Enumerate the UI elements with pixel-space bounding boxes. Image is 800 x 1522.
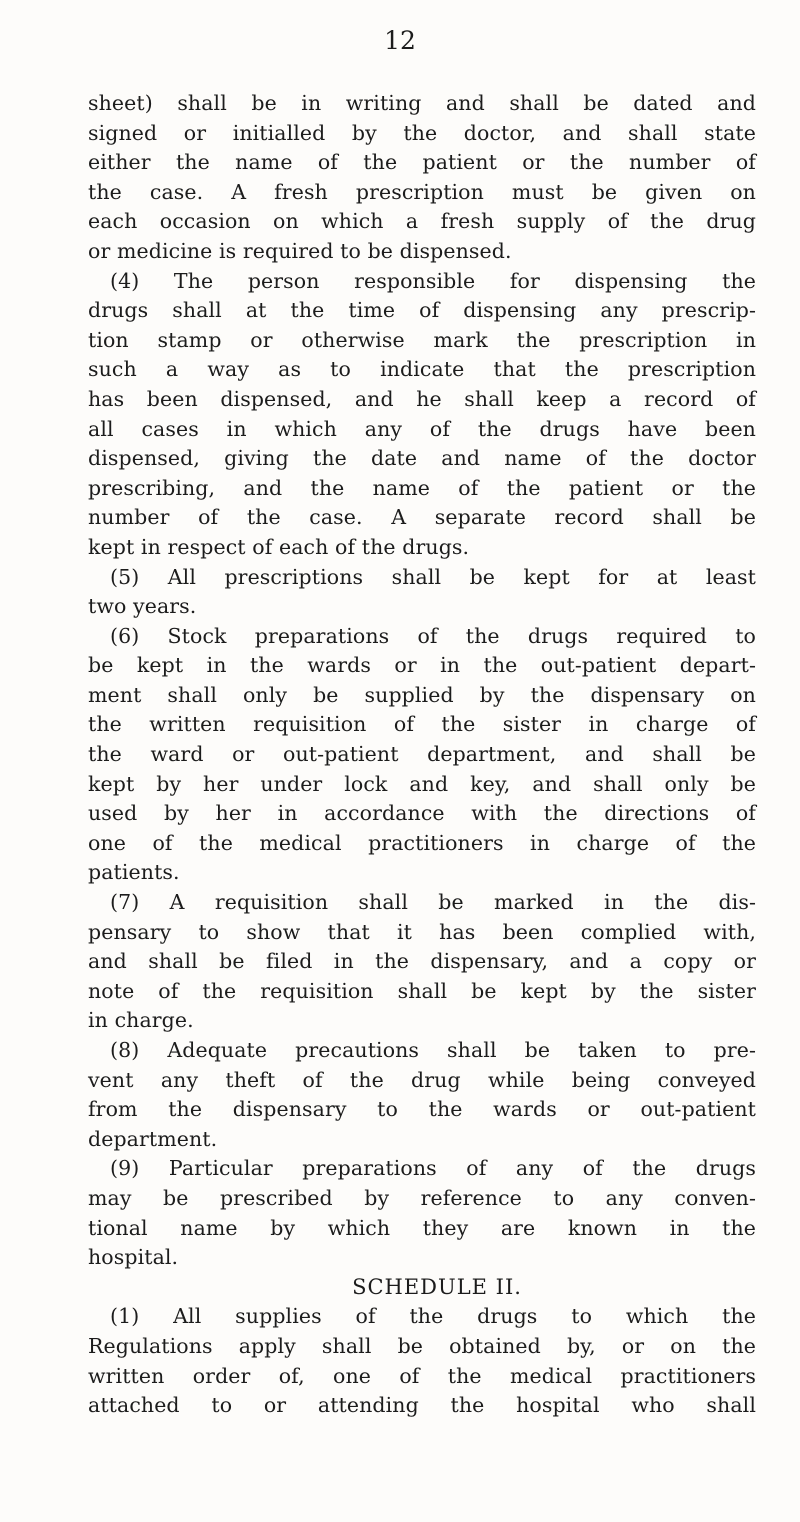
body-text — [88, 89, 756, 1421]
text-line: department. — [88, 1126, 218, 1151]
text-line: sheet) shall be in writing and shall be dated and — [88, 91, 756, 115]
text-line: the written requisition of the sister in charge of — [88, 712, 756, 737]
text-line: ment shall only be supplied by the dispensary on — [88, 682, 756, 707]
text-line: attached to or attending the hospital who shall — [88, 1393, 756, 1418]
text-line: used by her in accordance with the directions of — [88, 801, 756, 826]
text-line: from the dispensary to the wards or out-patient — [88, 1097, 756, 1122]
text-line: has been dispensed, and he shall keep a record of — [88, 386, 756, 411]
text-line: may be prescribed by reference to any conven- — [88, 1185, 756, 1210]
text-line: number of the case. A separate record shall be — [88, 505, 756, 530]
text-line: in charge. — [88, 1008, 194, 1033]
text-line: the ward or out-patient department, and shall be — [88, 742, 756, 767]
text-line: (7) A requisition shall be marked in the dis- — [110, 890, 756, 915]
text-line: pensary to show that it has been complied with, — [88, 919, 756, 944]
text-line: tional name by which they are known in the — [88, 1215, 756, 1240]
text-line: (1) All supplies of the drugs to which the — [110, 1304, 756, 1329]
text-line: and shall be filed in the dispensary, and a copy or — [88, 949, 756, 974]
text-line: kept by her under lock and key, and shall only be — [88, 771, 756, 796]
text-line: either the name of the patient or the number of — [88, 150, 756, 175]
text-line: be kept in the wards or in the out-patient depart- — [88, 653, 756, 678]
text-line: note of the requisition shall be kept by the sister — [88, 978, 756, 1003]
text-line: (5) All prescriptions shall be kept for at least — [110, 564, 756, 589]
text-line: one of the medical practitioners in charge of the — [88, 830, 756, 855]
text-line: or medicine is required to be dispensed. — [88, 238, 512, 263]
text-line: tion stamp or otherwise mark the prescription in — [88, 327, 756, 352]
text-line: kept in respect of each of the drugs. — [88, 534, 470, 559]
text-line: patients. — [88, 860, 180, 885]
text-line: (8) Adequate precautions shall be taken to pre- — [110, 1038, 756, 1062]
text-line: each occasion on which a fresh supply of the drug — [88, 209, 756, 234]
text-line: hospital. — [88, 1245, 179, 1270]
text-line: written order of, one of the medical practitioners — [88, 1363, 756, 1388]
text-line: (4) The person responsible for dispensing the — [110, 268, 756, 293]
page-number: 12 — [384, 26, 416, 55]
text-line: all cases in which any of the drugs have been — [88, 416, 756, 441]
text-line: two years. — [88, 594, 197, 619]
text-line: (6) Stock preparations of the drugs required to — [110, 623, 756, 648]
text-line: drugs shall at the time of dispensing any prescrip- — [88, 298, 756, 323]
text-line: (9) Particular preparations of any of the drugs — [110, 1156, 756, 1181]
text-line: prescribing, and the name of the patient or the — [88, 475, 756, 500]
text-line: Regulations apply shall be obtained by, or on the — [88, 1333, 756, 1358]
text-line: dispensed, giving the date and name of the doctor — [88, 446, 756, 471]
text-line: signed or initialled by the doctor, and shall state — [88, 120, 756, 145]
section-heading: SCHEDULE II. — [352, 1274, 522, 1299]
text-line: vent any theft of the drug while being conveyed — [88, 1067, 756, 1092]
text-line: the case. A fresh prescription must be given on — [88, 179, 756, 204]
text-line: such a way as to indicate that the prescription — [88, 357, 756, 382]
